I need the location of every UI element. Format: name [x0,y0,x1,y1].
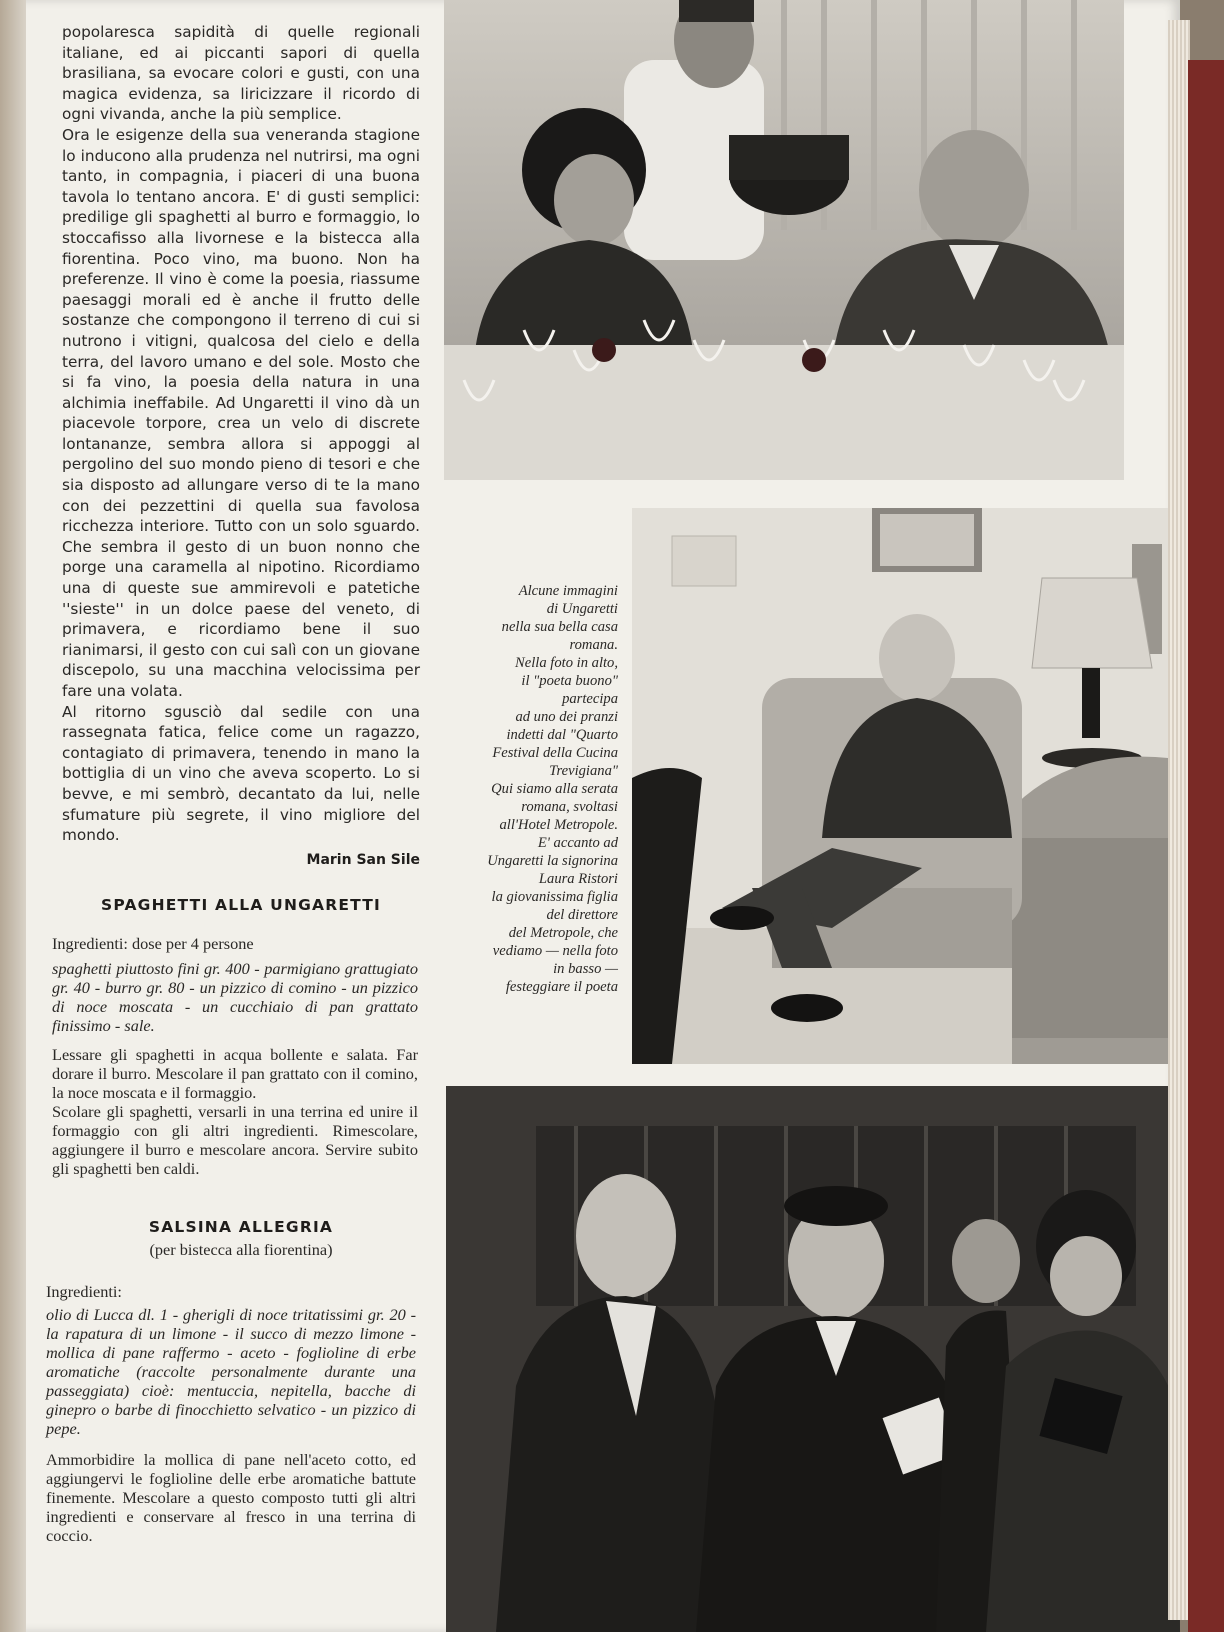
photo-dinner [444,0,1124,480]
article-paragraph: Al ritorno sgusciò dal sedile con una rassegnata fatica, felice come un ragazzo, contagiato di primavera, tenendo in mano la bottiglia di un vino che aveva scoperto. Lo si bevve, e mi sembrò, decantato da lui, nelle sfumature più segrete, il vino migliore del mondo. [62,702,420,845]
caption-line: E' accanto ad [537,835,618,851]
article-paragraph: popolaresca sapidità di quelle regionali italiane, ed ai piccanti sapori di quella brasiliana, sa evocare colori e gusti, con una magica evidenza, sa liricizzare il ricordo di ogni vivanda, anche la più semplice. [62,23,420,124]
caption-line: Alcune immagini [518,583,618,599]
caption-line: Trevigiana" [549,763,618,779]
recipe-title: SALSINA ALLEGRIA [148,1218,334,1236]
recipe-salsina [46,1282,416,1545]
page-edge [1168,20,1190,1620]
caption-line: vediamo — nella foto [492,943,618,959]
caption-line: del direttore [546,907,618,923]
caption-line: il "poeta buono" [521,673,618,689]
photo-caption [438,582,618,996]
recipe-step: Ammorbidire la mollica di pane nell'aceto cotto, ed aggiungervi le foglioline delle erbe aromatiche battute finemente. Mescolare a questo composto tutti gli altri ingredienti e conservare al fresco in una terrina di coccio. [46,1450,416,1545]
page-gutter [0,0,26,1632]
caption-line: partecipa [562,691,618,707]
recipe-step: Lessare gli spaghetti in acqua bollente e salata. Far dorare il burro. Mescolare il pan grattato con il comino, la noce moscata e il formaggio. [52,1045,418,1102]
ingredients-list: olio di Lucca dl. 1 - gherigli di noce tritatissimi gr. 20 - la rapatura di un limone - il succo di mezzo limone - mollica di pane raffermo - aceto - foglioline di erbe aromatiche (raccolte personalmente durante una passeggiata) cioè: mentuccia, nepitella, bacche di ginepro o barbe di finocchietto selvatico - un pizzico di pepe. [46,1305,416,1438]
photo-group [446,1086,1180,1632]
ingredients-label: Ingredienti: dose per 4 persone [52,934,254,953]
caption-line: ad uno dei pranzi [515,709,618,725]
caption-line: indetti dal "Quarto [506,727,618,743]
caption-line: Nella foto in alto, [515,655,618,671]
ingredients-label: Ingredienti: [46,1282,122,1301]
article-author: Marin San Sile [306,851,420,868]
photo-armchair [632,508,1168,1064]
caption-line: romana, svoltasi [521,799,618,815]
recipe-spaghetti [52,934,418,1178]
caption-line: di Ungaretti [546,601,618,617]
caption-line: nella sua bella casa [501,619,618,635]
ingredients-list: spaghetti piuttosto fini gr. 400 - parmigiano grattugiato gr. 40 - burro gr. 80 - un pizzico di comino - un pizzico di noce moscata - un cucchiaio di pan grattato finissimo - sale. [52,959,418,1035]
caption-line: in basso — [553,961,618,977]
caption-line: romana. [569,637,618,653]
caption-line: Ungaretti la signorina [487,853,618,869]
caption-line: all'Hotel Metropole. [499,817,618,833]
caption-line: del Metropole, che [508,925,618,941]
recipe-step: Scolare gli spaghetti, versarli in una terrina ed unire il formaggio con gli altri ingredienti. Rimescolare, aggiungere il burro e mescolare ancora. Servire subito gli spaghetti ben caldi. [52,1102,418,1178]
recipe-subtitle: (per bistecca alla fiorentina) [149,1240,333,1259]
article-paragraph: Ora le esigenze della sua veneranda stagione lo inducono alla prudenza nel nutrirsi, ma ogni tanto, in compagnia, i piaceri di una buona tavola lo tentano ancora. E' di gusti semplici: predilige gli spaghetti al burro e formaggio, lo stoccafisso alla livornese e la bistecca alla fiorentina. Poco vino, ma buono. Non ha preferenze. Il vino è come la poesia, riassume paesaggi morali ed è anche il frutto delle sostanze che compongono il terreno di cui si nutrono i vitigni, qualcosa del cielo e della terra, del lavoro umano e del sole. Mosto che si fa vino, la poesia della natura in una alchimia ineffabile. Ad Ungaretti il vino dà un piacevole torpore, crea un velo di discrete lontananze, sembra allora si appoggi al pergolino del suo mondo pieno di tesori e che sia disposto ad allungare verso di te la mano con dei pezzettini di quella sua favolosa ricchezza interiore. Tutto con un solo sguardo. Che sembra il gesto di un buon nonno che porge una caramella al nipotino. Ricordiamo una di queste sue ammirevoli e patetiche ''sieste'' in un dolce paese del veneto, di primavera, e ricordiamo bene il suo rianimarsi, il gesto con cui salì con un giovane discepolo, su una macchina velocissima per fare una volata. [62,125,420,700]
article-text [62,22,420,870]
background-book [1188,60,1224,1632]
caption-line: Qui siamo alla serata [491,781,618,797]
caption-line: Festival della Cucina [492,745,618,761]
recipe-title: SPAGHETTI ALLA UNGARETTI [100,896,382,914]
caption-line: festeggiare il poeta [505,979,618,995]
caption-line: Laura Ristori [538,871,618,887]
caption-line: la giovanissima figlia [491,889,618,905]
